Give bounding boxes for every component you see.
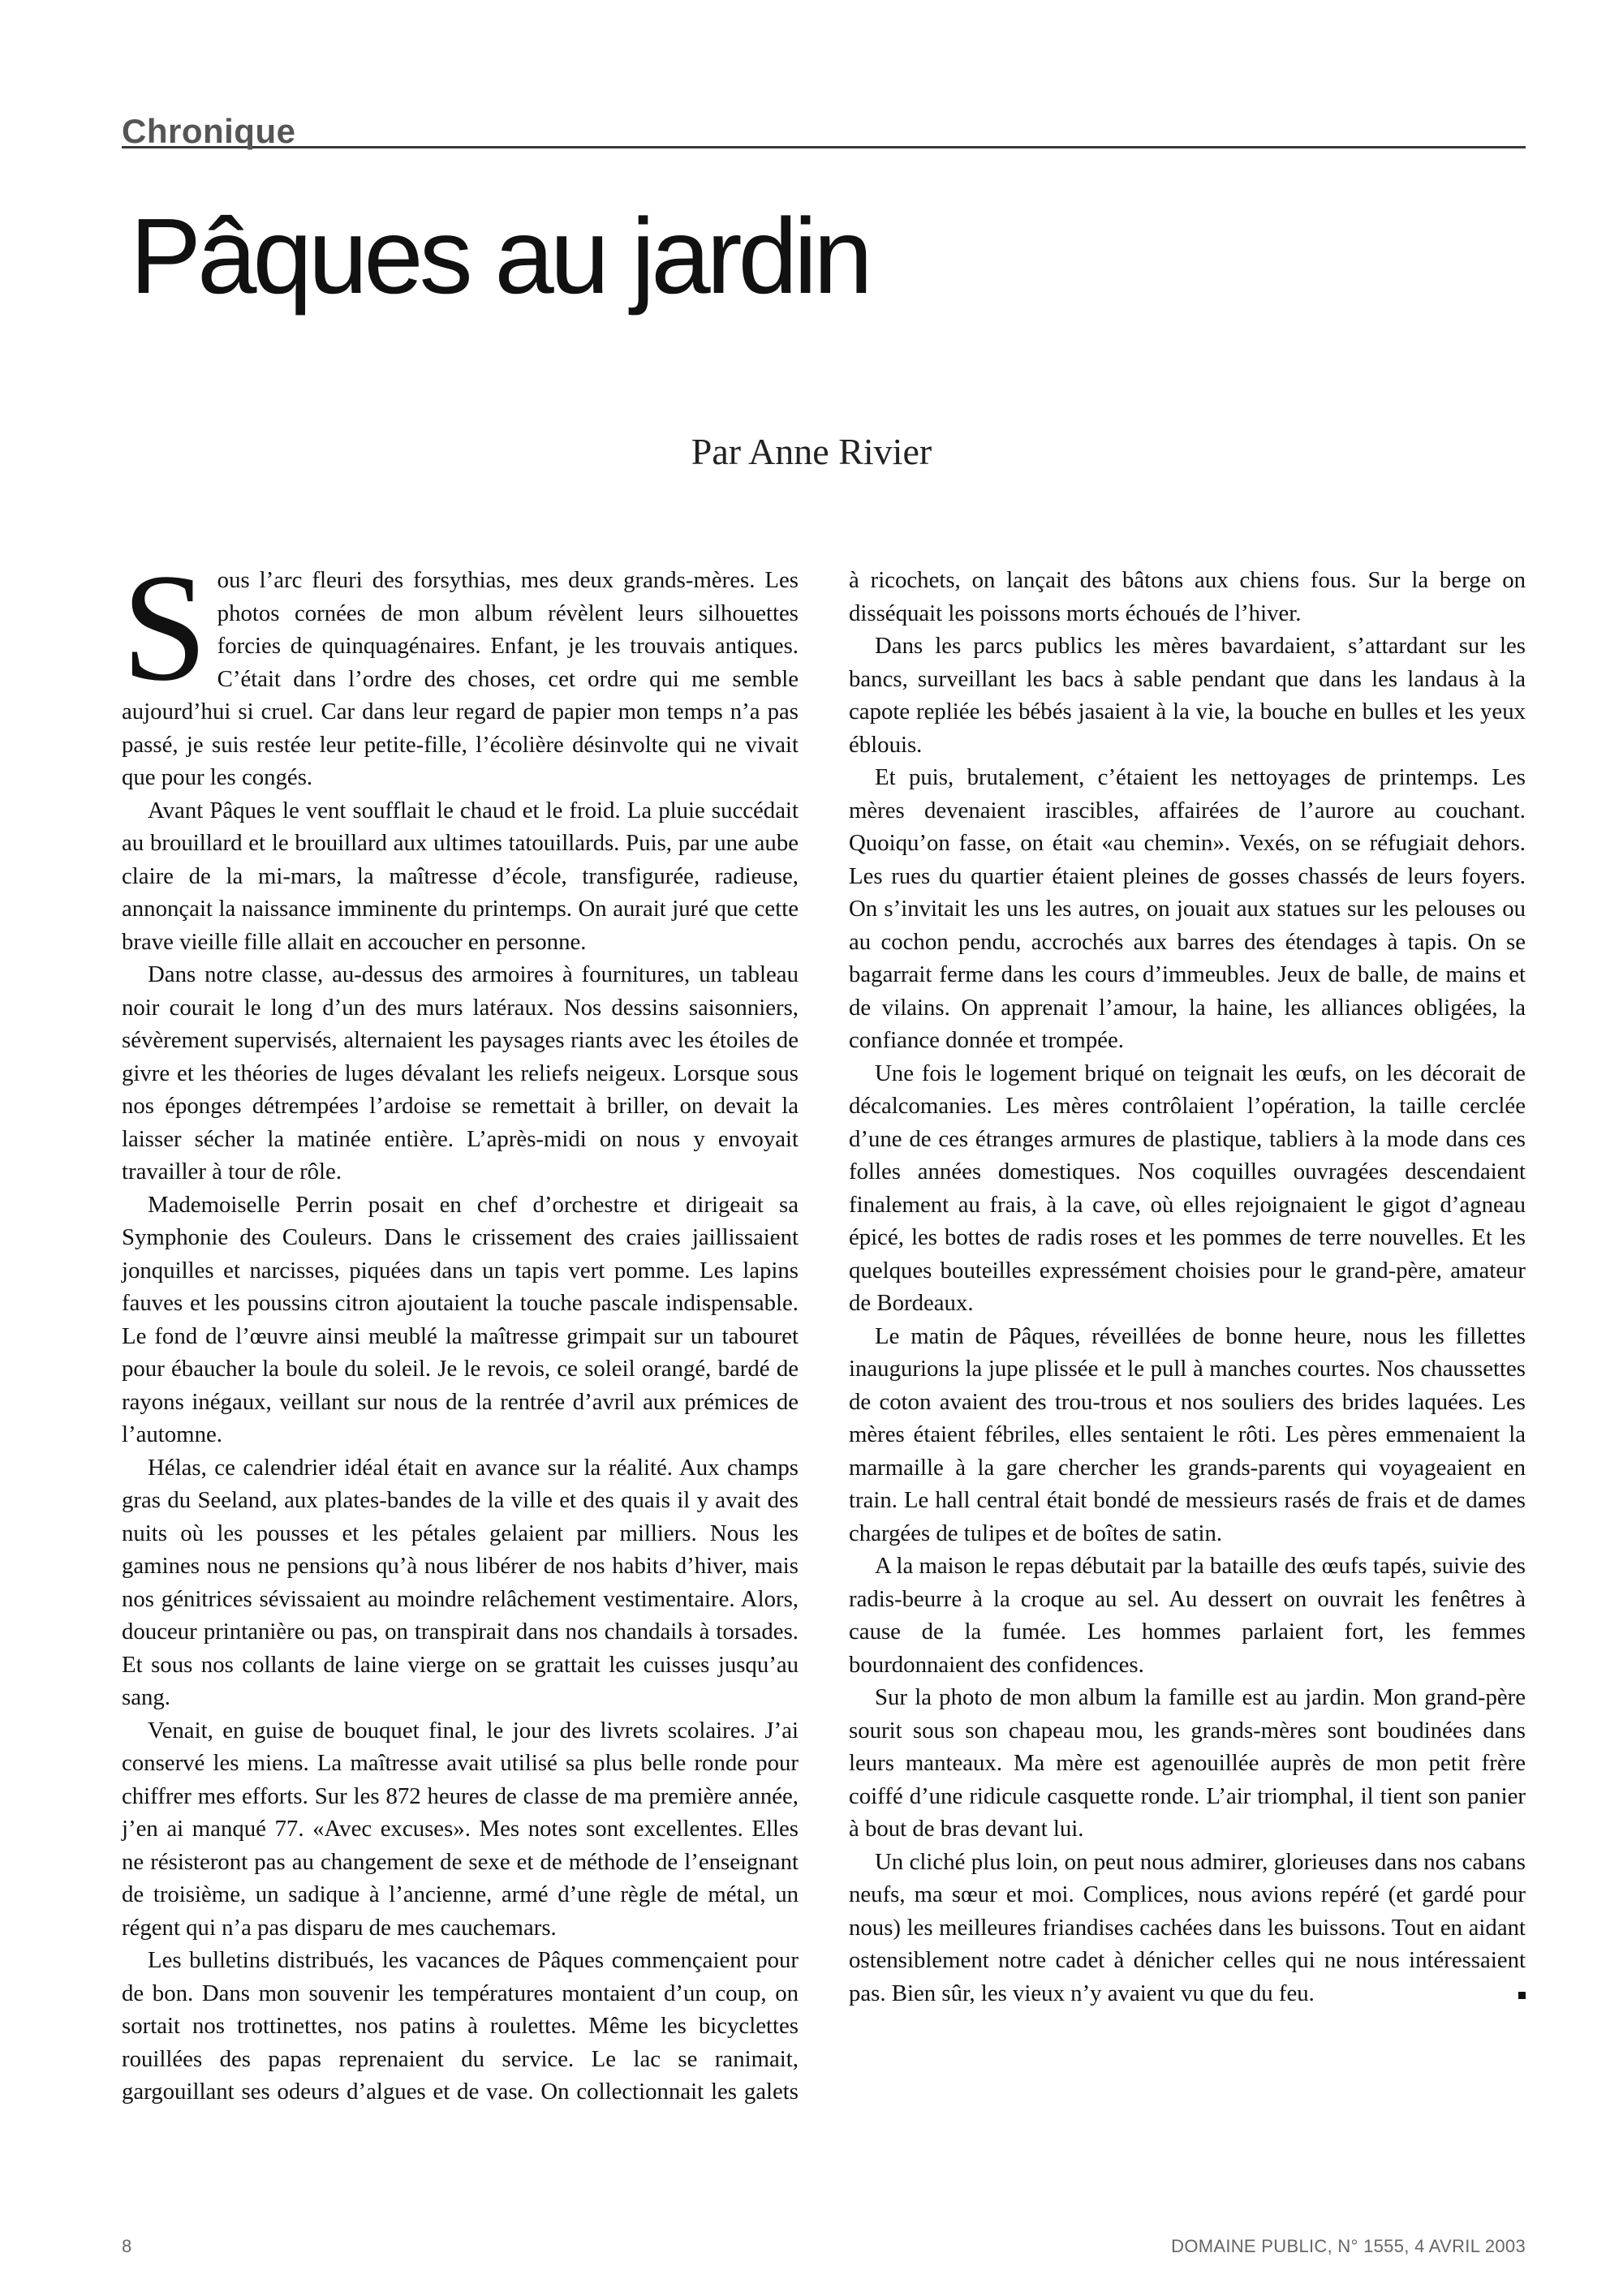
section-rubric	[122, 104, 1526, 148]
paragraph-text: Un cliché plus loin, on peut nous admirer, glorieuses dans nos cabans neufs, ma sœur et moi. Complices, nous avions repéré (et gardé pour nous) les meilleures friandises cachées dans les buissons. Tout en aidant ostensiblement notre cadet à dénicher celles qui ne nous intéressaient pas. Bien sûr, les vieux n’y avaient vu que du feu.	[849, 1848, 1526, 2006]
end-of-article-mark	[1518, 1992, 1526, 1999]
article-byline: Par Anne Rivier	[691, 431, 932, 472]
drop-cap: S	[122, 543, 208, 713]
article-paragraph: Dans notre classe, au-dessus des armoires à fournitures, un tableau noir courait le long d’un des murs latéraux. Nos dessins saisonniers, sévèrement supervisés, alternaient les paysages riants avec les étoiles de givre et les théories de luges dévalant les reliefs neigeux. Lorsque sous nos éponges détrempées l’ardoise se remettait à briller, on devait la laisser sécher la matinée entière. L’après-midi on nous y envoyait travailler à tour de rôle.	[122, 961, 799, 1185]
rubric-label: Chronique	[122, 112, 296, 150]
publication-info: DOMAINE PUBLIC, N° 1555, 4 AVRIL 2003	[1171, 2236, 1526, 2256]
paragraph-text: ous l’arc fleuri des forsythias, mes deux grands-mères. Les photos cornées de mon album révèlent leurs silhouettes forcies de quinquagénaires. Enfant, je les trouvais antiques. C’était dans l’ordre des choses, cet ordre qui me semble aujourd’hui si cruel. Car dans leur regard de papier mon temps n’a pas passé, je suis restée leur petite-fille, l’écolière désinvolte qui ne vivait que pour les congés.	[122, 567, 799, 790]
article-title: Pâques au jardin	[130, 196, 869, 316]
article-paragraph: Venait, en guise de bouquet final, le jour des livrets scolaires. J’ai conservé les miens. La maîtresse avait utilisé sa plus belle ronde pour chiffrer mes efforts. Sur les 872 heures de classe de ma première année, j’en ai manqué 77. «Avec excuses». Mes notes sont excellentes. Elles ne résisteront pas au changement de sexe et de méthode de l’enseignant de troisième, un sadique à l’ancienne, armé d’une règle de métal, un régent qui n’a pas disparu de mes cauchemars.	[122, 1717, 799, 1941]
article-paragraph: Avant Pâques le vent soufflait le chaud et le froid. La pluie succédait au brouillard et le brouillard aux ultimes tatouillards. Puis, par une aube claire de la mi-mars, la maîtresse d’école, transfigurée, radieuse, annonçait la naissance imminente du printemps. On aurait juré que cette brave vieille fille allait en accoucher en personne.	[122, 797, 799, 955]
article-paragraph: Dans les parcs publics les mères bavardaient, s’attardant sur les bancs, surveillant les bacs à sable pendant que dans les landaus à la capote repliée les bébés jasaient à la vie, la bouche en bulles et les yeux éblouis.	[849, 633, 1526, 758]
article-paragraph: Mademoiselle Perrin posait en chef d’orchestre et dirigeait sa Symphonie des Couleurs. Dans le crissement des craies jaillissaient jonquilles et narcisses, piquées dans un tapis vert pomme. Les lapins fauves et les poussins citron ajoutaient la touche pascale indispensable. Le fond de l’œuvre ainsi meublé la maîtresse grimpait sur un tabouret pour ébaucher la boule du soleil. Je le revois, ce soleil orangé, bardé de rayons inégaux, veillant sur nous de la rentrée d’avril aux prémices de l’automne.	[122, 1191, 799, 1447]
article-paragraph: A la maison le repas débutait par la bataille des œufs tapés, suivie des radis-beurre à la croque au sel. Au dessert on ouvrait les fenêtres à cause de la fumée. Les hommes parlaient fort, les femmes bourdonnaient des confidences.	[849, 1553, 1526, 1678]
article-paragraph: Les bulletins distribués, les vacances de Pâques commençaient pour de bon. Dans mon souvenir les températures montaient d’un coup, on sortait nos trottinettes, nos patins à roulettes. Même les bicyclettes rouillées des papas reprenaient du service. Le lac se ranimait, gargouillant ses odeurs d’algues et de vase. On collectionnait les galets à ricochets, on lançait des bâtons aux chiens fous. Sur la berge on disséquait les poissons morts échoués de l’hiver.	[122, 567, 1526, 2105]
article-paragraph: Le matin de Pâques, réveillées de bonne heure, nous les fillettes inaugurions la jupe plissée et le pull à manches courtes. Nos chaussettes de coton avaient des trou-trous et nos souliers des brides laquées. Les mères étaient fébriles, elles sentaient le rôti. Les pères emmenaient la marmaille à la gare chercher les grands-parents qui voyageaient en train. Le hall central était bondé de messieurs rasés de frais et de dames chargées de tulipes et de boîtes de satin.	[849, 1322, 1526, 1546]
article-paragraph: Une fois le logement briqué on teignait les œufs, on les décorait de décalcomanies. Les mères contrôlaient l’opération, la taille cerclée d’une de ces étranges armures de plastique, tabliers à la mode dans ces folles années domestiques. Nos coquilles ouvragées descendaient finalement au frais, à la cave, où elles rejoignaient le gigot d’agneau épicé, les bottes de radis roses et les pommes de terre nouvelles. Et les quelques bouteilles expressément choisies pour le grand-père, amateur de Bordeaux.	[849, 1060, 1526, 1316]
page-number: 8	[122, 2236, 132, 2256]
article-body	[122, 543, 1526, 2162]
article-paragraph: Sur la photo de mon album la famille est au jardin. Mon grand-père sourit sous son chapeau mou, les grands-mères sont boudinées dans leurs manteaux. Ma mère est agenouillée auprès de mon petit frère coiffé d’une ridicule casquette ronde. L’air triomphal, il tient son panier à bout de bras devant lui.	[849, 1684, 1526, 1842]
article-paragraph: Et puis, brutalement, c’étaient les nettoyages de printemps. Les mères devenaient irascibles, affairées de l’aurore au couchant. Quoiqu’on fasse, on était «au chemin». Vexés, on se réfugiait dehors. Les rues du quartier étaient pleines de gosses chassés de leurs foyers. On s’invitait les uns les autres, on jouait aux statues sur les pelouses ou au cochon pendu, accrochés aux barres des étendages à tapis. On se bagarrait ferme dans les cours d’immeubles. Jeux de balle, de mains et de vilains. On apprenait l’amour, la haine, les alliances obligées, la confiance donnée et trompée.	[849, 764, 1526, 1053]
article-paragraph	[849, 1846, 1526, 2010]
article-paragraph: Hélas, ce calendrier idéal était en avance sur la réalité. Aux champs gras du Seeland, aux plates-bandes de la ville et des quais il y avait des nuits où les pousses et les pétales gelaient par milliers. Nous les gamines nous ne pensions qu’à nous libérer de nos habits d’hiver, mais nos génitrices sévissaient au moindre relâchement vestimentaire. Alors, douceur printanière ou pas, on transpirait dans nos chandails à torsades. Et sous nos collants de laine vierge on se grattait les cuisses jusqu’au sang.	[122, 1454, 799, 1710]
article-paragraph	[122, 543, 799, 794]
